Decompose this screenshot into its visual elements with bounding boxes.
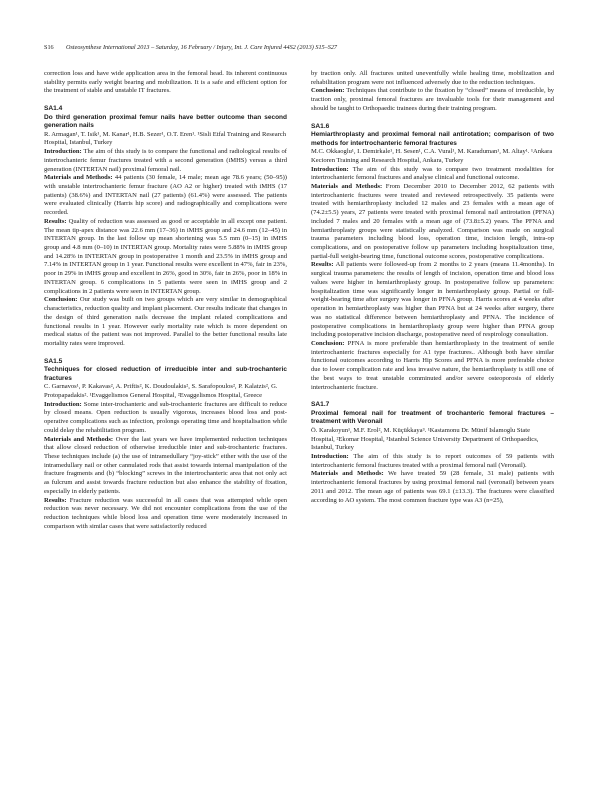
abstract-section (44, 401, 287, 436)
section-label: Materials and Methods: (311, 183, 383, 190)
section-text: Some inter-trochanteric and sub-trochanteric fractures are difficult to reduce by closed means. Open reduction is usually vigorous, increases blood loss and post-operative complications such as infection, prolongs operating time and hospitalisation while could delay the rehabilitation program. (44, 400, 287, 434)
section-label: Conclusion: (44, 296, 78, 304)
section-label: Results: (311, 261, 334, 269)
abstract-sa1-4 (44, 105, 287, 349)
abstract-title: Proximal femoral nail for treatment of trochanteric femoral fractures – treatment with Veronail (311, 409, 554, 426)
abstract-section (44, 174, 287, 218)
abstract-sa1-6 (311, 123, 554, 393)
section-text: Quality of reduction was assessed as good or acceptable in all except one patient. The mean tip-apex distance was 22.6 mm (17–36) in iMHS group and 24.6 mm (12–45) in INTERTAN group. In the last follow up mean shortening was 5.5 mm (0–15) in iMHS group and 4.8 mm (0–10) in INTERTAN group. Mortality rates were 5.88% in iMHS group and 14.28% in INTERTAN group in postoperative 1 month and 23.5% in iMHS group and 7.14% in INTERTAN group in 1 year. Functional results were excellent in 47%, fair in 23%, poor in 29% in iMHS group and excellent in 26%, good in 30%, fair in 26%, poor in 18% in INTERTAN group. 6 complications in 5 patients were seen in iMHS group and 2 complications in 2 patients were seen in INTERTAN group. (44, 217, 287, 295)
section-text: PFNA is more preferable than hemiarthroplasty in the treatment of senile intertrochanteric fractures especially for A1 type fractures.. Although both have similar functional outcomes according to Harris Hip Scores and PFNA is more preferable choice due to lower complication rate and less invasive nature, the hemiarthroplasty is still one of the best ways to treat unstable comminuted and/or severe osteoporosis of elderly intertrochanteric fracture. (311, 339, 554, 391)
section-text: Our study was built on two groups which are very similar in demographical characteristics, reduction quality and implant placement. Our results indicate that changes in the design of third generation nails decrease the implant related complications and functional results in 1 year. However early mortality rate which is more dependent on medical status of the patient was not improved. Parallel to the better functional results late mortality rates were improved. (44, 296, 288, 347)
abstract-authors: Ö. Karakoyun¹, M.F. Erol², M. Küçükkaya³. ¹Kastamonu Dr. Münif Islamoglu State Hospital, ²Ekomar Hospital, ³Istanbul Science University Department of Orthopaedics, Istanbul, Turkey (311, 426, 539, 452)
abstract-section (44, 148, 287, 174)
section-text: All patients were followed-up from 2 months to 2 years (means 11.4months). In surgical trauma parameters: the results of length of incision, operation time and blood loss values were higher in hemiarthroplasty group. In postoperative follow up parameters: hospitalization time was significantly longer in hemiarthroplasty group. Partial or full-weight-bearing time after surgery was longer in PFNA group. Harris scores at 4 weeks after operation in hemiarthroplasty was higher than PFNA but at 24 weeks after surgery, there was no statistical difference between hemiarthroplasty and PFNA. The incidence of postoperative complications in hemiarthroplasty group were higher than PFNA group including postoperative incision discharge, postoperative need of respirology consultation. (311, 261, 554, 339)
abstract-section (44, 436, 287, 497)
abstract-section (44, 296, 287, 348)
abstract-code: SA1.5 (44, 357, 63, 365)
abstract-code: SA1.6 (311, 122, 330, 130)
section-text: Fracture reduction was successful in all cases that was attempted while open reduction was never necessary. We did not encounter complications from the use of the reduction techniques while blood loss and operation time were moderately increased in comparison with similar cases that were satisfactorily reduced (44, 496, 287, 530)
section-text: 44 patients (30 female, 14 male; mean age 78.6 years; (50–95)) with unstable intertrochanteric femur fracture (AO A2 or higher) treated with iMHS (17 patients) (38.6%) and INTERTAN nail (27 patients) (61.4%) were assessed. The patients were evaluated clinically (Harris hip score) and radiographically and complications were recorded. (44, 174, 287, 217)
section-label: Conclusion: (311, 87, 345, 95)
abstract-section (311, 453, 554, 470)
continuation-text: correction loss and have wide application area in the femoral head. Its inherent continuous stability permits early weight bearing and mobilization. It is a safe and efficient option for the treatment of stable and unstable IT fractures. (44, 70, 287, 95)
running-header (44, 44, 556, 56)
abstract-title: Hemiarthroplasty and proximal femoral nail antirotation; comparison of two methods for intertrochanteric femoral fractures (311, 131, 554, 147)
abstract-authors: M.C. Okkaoglu¹, I. Demirkale¹, H. Sesen¹, C.A. Vural¹, M. Karaduman¹, M. Altay¹. ¹Ankara Kecioren Training and Research Hospital, Ankara, Turkey (311, 148, 553, 164)
section-text: From December 2010 to December 2012, 62 patients with intertrochanteric fractures were treated and reviewed retrospectively. 35 patients were treated with hemiarthroplasty included 12 males and 23 females with a mean age of (74.2±5.5) years, 27 patients were treated with proximal femoral nail antirotation (PFNA) included 7 males and 20 females with a mean age of (73.8±5.2) years. The PFNA and hemiarthroplasty groups were statistically analyzed. Comparison was made on surgical trauma parameters including blood loss, operation time, incision length, intra-op complications, and on postoperative follow up parameters including hospitalization time, partial-full weight-bearing time, functional outcome scores, postoperative complications. (311, 183, 554, 260)
section-text: The aim of this study was to compare two treatment modalities for intertrochanteric femoral fractures and analyse clinical and functional outcome. (311, 165, 554, 182)
section-label: Conclusion: (311, 339, 345, 347)
section-label: Introduction: (311, 165, 349, 173)
page-number: S16 (44, 44, 54, 51)
abstract-section (311, 470, 554, 505)
abstract-section (311, 87, 554, 113)
right-column (311, 70, 554, 505)
abstract-section (44, 218, 287, 296)
section-label: Results: (44, 217, 67, 225)
section-label: Results: (44, 496, 67, 504)
abstract-authors: R. Armagan¹, T. Isik¹, M. Kanar¹, H.B. Sezer¹, O.T. Eren¹. ¹Sisli Etfal Training and Research Hospital, Istanbul, Turkey (44, 130, 286, 147)
abstract-section (311, 261, 554, 339)
abstract-section (311, 183, 554, 261)
section-text: Over the last years we have implemented reduction techniques that allow closed reduction of otherwise irreducible inter and sub-trochanteric fractures. These techniques include (a) the use of intramedullary “joy-stick” either with the use of the intramedullary nail or other cannulated rods that assist towards internal manipulation of the fracture fragments and (b) “blocking” screws in the intertrochanteric area that not only act as fulcrum and assist towards fracture reduction but also enhance the stability of fixation, especially in elderly patients. (44, 435, 287, 495)
section-label: Materials and Methods: (44, 174, 113, 182)
left-column (44, 70, 287, 531)
section-text: Techniques that contribute to the fixation by “closed” means of irreducible, by traction only, proximal femoral fractures are invaluable tools for their management and should be taught to Orthopaedic trainees during their training program. (311, 87, 554, 112)
abstract-authors: C. Garnavos¹, P. Kakavas², A. Priftis², K. Doudoulakis², S. Sarafopoulos², P. Kalatzis², G. Protopapadakis². ¹Evaggelismos General Hospital, ²Evaggelismos Hospital, Greece (44, 383, 278, 399)
section-text: The aim of this study is to compare the functional and radiological results of intertrochanteric femur fractures treated with a second generation (iMHS) versus a third generation (INTERTAN nail) proximal femoral nail. (44, 148, 287, 173)
running-title: Osteosynthese International 2013 – Saturday, 16 February / Injury, Int. J. Care Injured 44S2 (2013) S15–S27 (66, 44, 338, 51)
section-label: Introduction: (44, 148, 82, 156)
abstract-sa1-5 (44, 358, 287, 532)
section-text: The aim of this study is to report outcomes of 59 patients with intertrochanteric femoral fractures treated with a proximal femoral nail (Veronail). (311, 452, 554, 469)
abstract-code: SA1.4 (44, 105, 63, 113)
abstract-section (311, 166, 554, 183)
section-label: Materials and Methods: (44, 435, 114, 443)
section-label: Introduction: (44, 400, 82, 408)
abstract-sa1-7 (311, 401, 554, 505)
abstract-section (311, 340, 554, 392)
abstract-title: Do third generation proximal femur nails have better outcome than second generation nails (44, 113, 287, 130)
abstract-code: SA1.7 (311, 401, 330, 409)
abstract-section (44, 497, 287, 532)
continuation-text: by traction only. All fractures united uneventfully while healing time, mobilization and rehabilitation program were not influenced adversely due to the reduction techniques. (311, 70, 554, 86)
abstract-title: Techniques for closed reduction of irreducible inter and sub-trochanteric fractures (44, 366, 287, 382)
section-label: Introduction: (311, 452, 349, 460)
section-label: Materials and Methods: (311, 470, 384, 478)
section-text: We have treated 59 (28 female, 31 male) patients with intertrochanteric femoral fractures by using proximal femoral nail (veronail) between years 2011 and 2012. The mean age of patients was 69.1 (±13.3). The fractures were classified according to AO system. The most common fracture type was A3 (n=25), (311, 470, 554, 504)
